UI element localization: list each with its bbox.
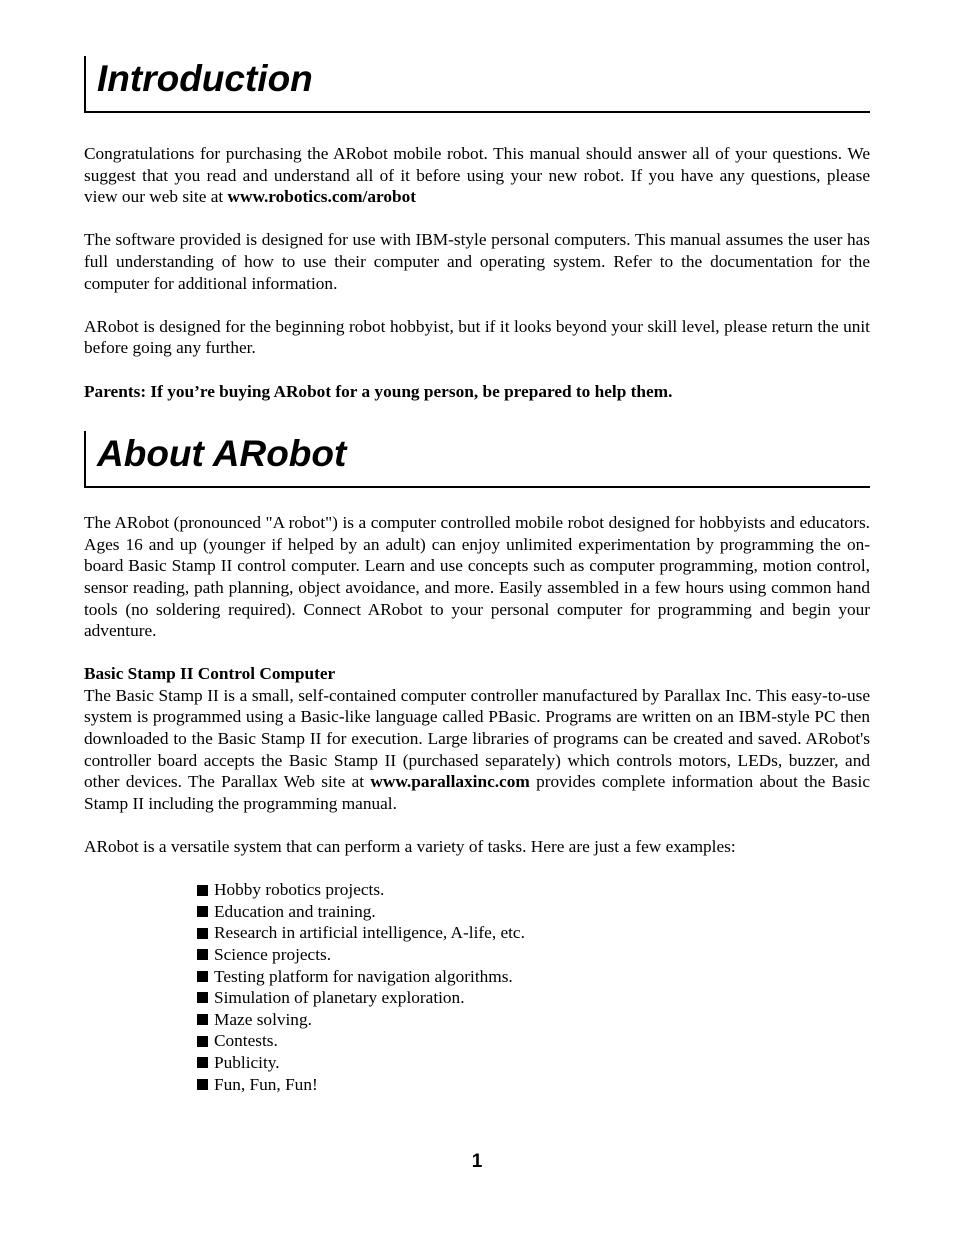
list-item: [197, 944, 870, 966]
list-item-text: Testing platform for navigation algorithms.: [214, 966, 513, 986]
square-bullet-icon: [197, 971, 208, 982]
square-bullet-icon: [197, 1036, 208, 1047]
about-paragraph-1: The ARobot (pronounced "A robot") is a computer controlled mobile robot designed for hobbyists and educators. Ages 16 and up (younger if helped by an adult) can enjoy unlimited experimentation by programming the on-board Basic Stamp II control computer. Learn and use concepts such as computer programming, motion control, sensor reading, path planning, object avoidance, and more. Easily assembled in a few hours using common hand tools (no soldering required). Connect ARobot to your personal computer for programming and begin your adventure.: [84, 513, 870, 641]
list-item: [197, 901, 870, 923]
square-bullet-icon: [197, 1014, 208, 1025]
list-item: [197, 1052, 870, 1074]
list-item-text: Maze solving.: [214, 1009, 312, 1029]
square-bullet-icon: [197, 1057, 208, 1068]
list-item: [197, 1030, 870, 1052]
page-number: 1: [471, 1151, 483, 1172]
list-item: [197, 1074, 870, 1096]
square-bullet-icon: [197, 1079, 208, 1090]
examples-list: [84, 879, 870, 1095]
about-paragraph-3: ARobot is a versatile system that can perform a variety of tasks. Here are just a few examples:: [84, 837, 736, 857]
parents-note: Parents: If you’re buying ARobot for a young person, be prepared to help them.: [84, 381, 673, 401]
list-item: [197, 879, 870, 901]
square-bullet-icon: [197, 949, 208, 960]
about-heading: About ARobot: [84, 431, 870, 488]
intro-paragraph-1: [84, 143, 870, 208]
square-bullet-icon: [197, 928, 208, 939]
parallax-website-link: www.parallaxinc.com: [370, 772, 530, 792]
square-bullet-icon: [197, 885, 208, 896]
introduction-heading: Introduction: [84, 56, 870, 113]
about-paragraph-2-tail: provides complete information about the Basic Stamp II including the programming manual.: [84, 772, 870, 813]
basic-stamp-subheading: Basic Stamp II Control Computer: [84, 664, 336, 684]
intro-paragraph-2: The software provided is designed for use with IBM-style personal computers. This manual assumes the user has full understanding of how to use their computer and operating system. Refer to the documentation for the computer for additional information.: [84, 230, 870, 293]
square-bullet-icon: [197, 906, 208, 917]
intro-paragraph-3: ARobot is designed for the beginning robot hobbyist, but if it looks beyond your skill level, please return the unit before going any further.: [84, 316, 870, 358]
list-item: [197, 987, 870, 1009]
list-item: [197, 922, 870, 944]
list-item-text: Simulation of planetary exploration.: [214, 988, 465, 1008]
robotics-website-link: www.robotics.com/arobot: [227, 187, 416, 207]
document-page: [84, 0, 870, 1095]
about-paragraph-2-text: The Basic Stamp II is a small, self-contained computer controller manufactured by Parallax Inc. This easy-to-use system is programmed using a Basic-like language called PBasic. Programs are written on an IBM-style PC then downloaded to the Basic Stamp II for execution. Large libraries of programs can be created and saved. ARobot's controller board accepts the Basic Stamp II (purchased separately) which controls motors, LEDs, buzzer, and other devices. The Parallax Web site at: [84, 685, 870, 792]
list-item-text: Research in artificial intelligence, A-life, etc.: [214, 923, 525, 943]
square-bullet-icon: [197, 992, 208, 1003]
intro-paragraph-1-text: Congratulations for purchasing the ARobot mobile robot. This manual should answer all of your questions. We suggest that you read and understand all of it before using your new robot. If you have any questions, please view our web site at: [84, 144, 870, 207]
list-item: [197, 966, 870, 988]
list-item-text: Fun, Fun, Fun!: [214, 1074, 318, 1094]
list-item-text: Contests.: [214, 1031, 278, 1051]
about-paragraph-2: [84, 685, 870, 815]
list-item-text: Hobby robotics projects.: [214, 880, 385, 900]
list-item-text: Publicity.: [214, 1052, 280, 1072]
list-item-text: Science projects.: [214, 945, 332, 964]
list-item-text: Education and training.: [214, 901, 376, 921]
list-item: [197, 1009, 870, 1031]
